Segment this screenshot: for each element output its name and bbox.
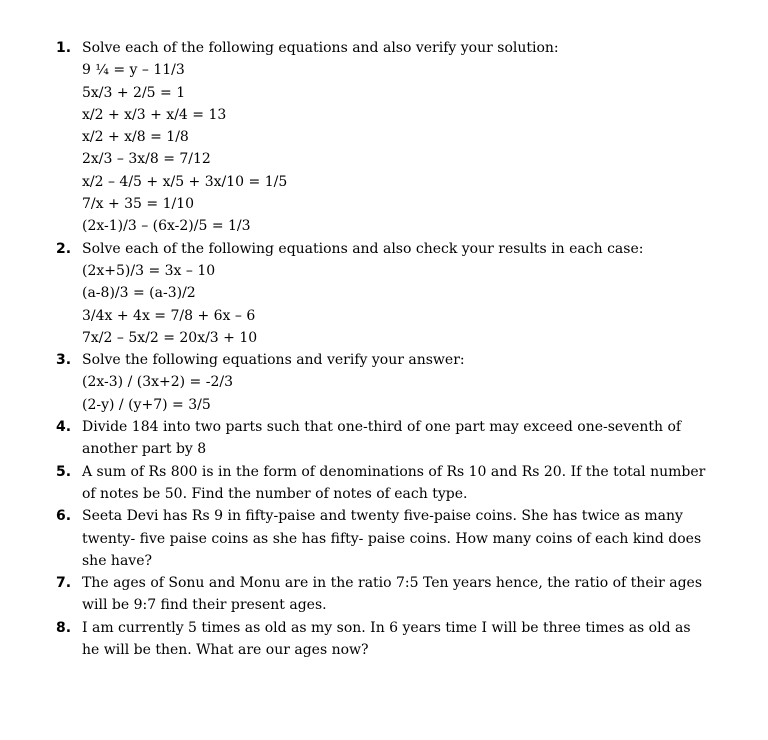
question-3: [0, 349, 768, 416]
question-number: 2.: [56, 240, 72, 257]
equation: x/2 + x/8 = 1/8: [82, 129, 189, 146]
equation: 7x/2 – 5x/2 = 20x/3 + 10: [82, 329, 258, 346]
question-6: [0, 505, 768, 572]
equation: (2x-1)/3 – (6x-2)/5 = 1/3: [82, 218, 251, 235]
question-4: [0, 416, 768, 461]
question-prompt: The ages of Sonu and Monu are in the ratio 7:5 Ten years hence, the ratio of their ages will be 9:7 find their present ages.: [82, 575, 703, 614]
question-number: 7.: [56, 575, 72, 592]
equation: x/2 – 4/5 + x/5 + 3x/10 = 1/5: [82, 173, 288, 190]
question-prompt: A sum of Rs 800 is in the form of denominations of Rs 10 and Rs 20. If the total number of notes be 50. Find the number of notes of each type.: [82, 463, 706, 502]
question-prompt: Solve each of the following equations and also verify your solution:: [82, 40, 559, 56]
question-number: 8.: [56, 619, 72, 636]
question-7: [0, 572, 768, 617]
equation: 5x/3 + 2/5 = 1: [82, 84, 186, 101]
question-8: [0, 617, 768, 662]
question-1: [0, 37, 768, 238]
equation: 3/4x + 4x = 7/8 + 6x – 6: [82, 307, 256, 324]
question-prompt: I am currently 5 times as old as my son. In 6 years time I will be three times as old as he will be then. What are our ages now?: [82, 619, 691, 659]
worksheet: [0, 37, 768, 661]
question-number: 3.: [56, 352, 72, 369]
equation: 7/x + 35 = 1/10: [82, 196, 195, 213]
equation: (2x-3) / (3x+2) = -2/3: [82, 374, 233, 391]
equation: x/2 + x/3 + x/4 = 13: [82, 106, 227, 123]
question-number: 5.: [56, 463, 72, 480]
question-number: 6.: [56, 508, 72, 525]
equation: (2-y) / (y+7) = 3/5: [82, 396, 211, 413]
equation: (2x+5)/3 = 3x – 10: [82, 262, 216, 279]
equation: 9 ¼ = y – 11/3: [82, 62, 185, 79]
question-prompt: Solve each of the following equations and also check your results in each case:: [82, 240, 644, 257]
question-5: [0, 461, 768, 506]
equation: 2x/3 – 3x/8 = 7/12: [82, 151, 211, 168]
question-2: [0, 238, 768, 349]
question-prompt: Seeta Devi has Rs 9 in fifty-paise and twenty five-paise coins. She has twice as many twenty- five paise coins as she has fifty- paise coins. How many coins of each kind does she have?: [82, 508, 702, 569]
question-prompt: Divide 184 into two parts such that one-third of one part may exceed one-seventh of another part by 8: [82, 419, 682, 458]
question-number: 4.: [56, 419, 72, 436]
equation: (a-8)/3 = (a-3)/2: [82, 285, 196, 302]
question-prompt: Solve the following equations and verify your answer:: [82, 352, 465, 369]
question-number: 1.: [56, 40, 72, 56]
